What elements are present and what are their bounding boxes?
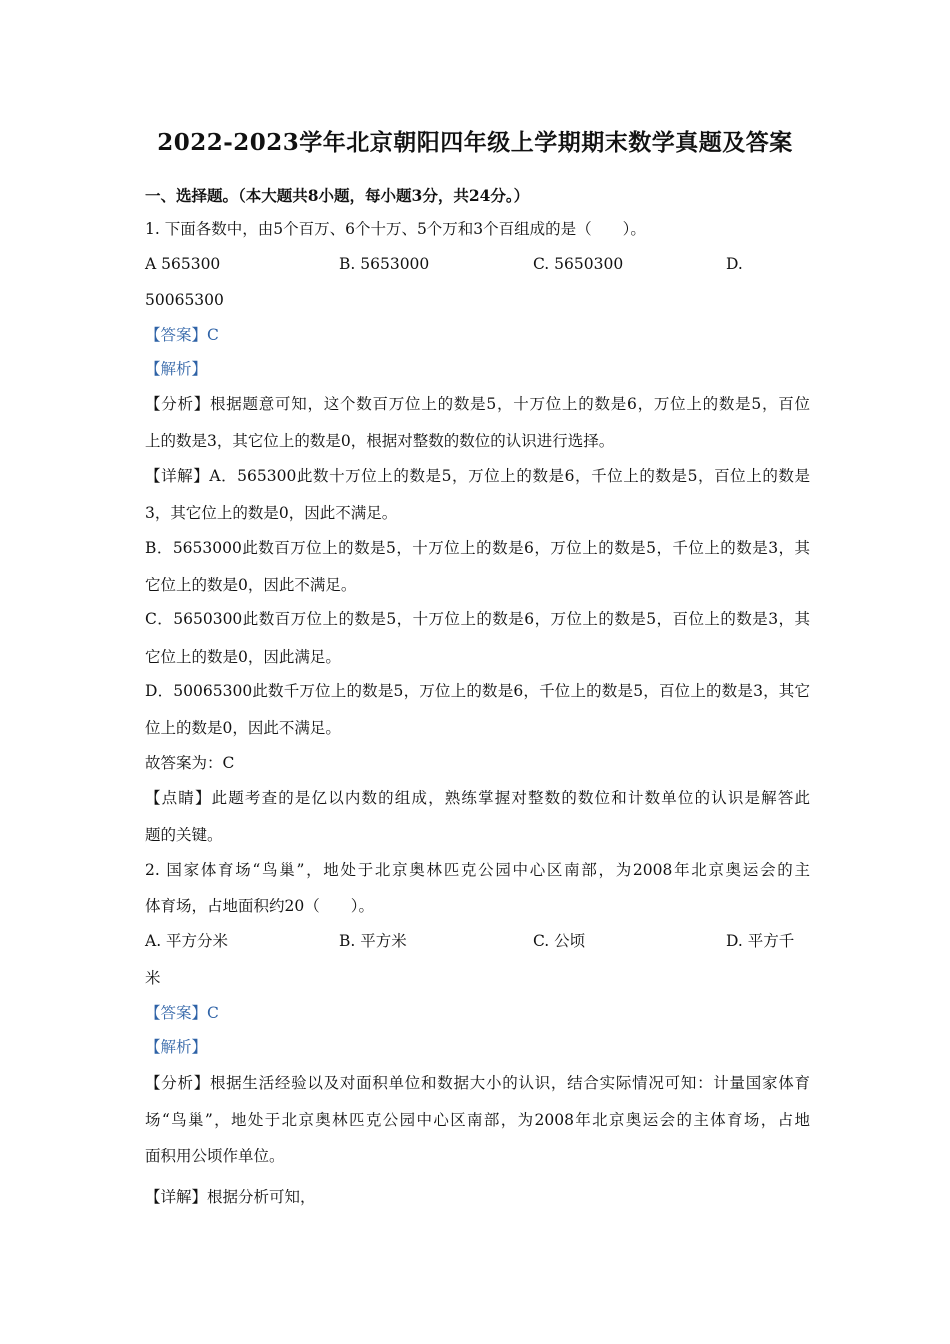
q1-detail-line-4: 它位上的数是0，因此不满足。	[145, 576, 357, 594]
q1-detail-line-7: D．50065300此数千万位上的数是5，万位上的数是6，千位上的数是5，百位上的数是3，其它	[145, 682, 810, 700]
q2-analysis-line-2: 场“鸟巢”，地处于北京奥林匹克公园中心区南部，为2008年北京奥运会的主体育场，占地	[145, 1111, 810, 1129]
q1-detail-line-6: 它位上的数是0，因此满足。	[145, 648, 341, 666]
section-heading: 一、选择题。（本大题共8小题，每小题3分，共24分。）	[145, 186, 530, 205]
q2-detail: 【详解】根据分析可知，	[145, 1188, 316, 1206]
q2-analysis-line-3: 面积用公顷作单位。	[145, 1147, 285, 1165]
q2-option-b: B. 平方米	[339, 932, 407, 950]
q2-option-c: C. 公顷	[533, 932, 586, 950]
q2-option-d: D. 平方千	[726, 932, 795, 950]
q1-detail-line-5: C．5650300此数百万位上的数是5，十万位上的数是6，万位上的数是5，百位上的数是3，其	[145, 610, 810, 628]
q1-detail-line-8: 位上的数是0，因此不满足。	[145, 719, 341, 737]
q2-analysis-line-1: 【分析】根据生活经验以及对面积单位和数据大小的认识，结合实际情况可知：计量国家体育	[145, 1074, 810, 1092]
q2-jiexi-label: 【解析】	[145, 1038, 208, 1056]
q1-conclusion: 故答案为：C	[145, 754, 235, 772]
q1-detail-line-3: B．5653000此数百万位上的数是5，十万位上的数是6，万位上的数是5，千位上的数是3，其	[145, 539, 810, 557]
q1-jiexi-label: 【解析】	[145, 360, 208, 378]
q2-answer: 【答案】C	[145, 1004, 219, 1022]
q1-dianjing-line-1: 【点睛】此题考查的是亿以内数的组成，熟练掌握对整数的数位和计数单位的认识是解答此	[145, 789, 810, 807]
q1-analysis-line-1: 【分析】根据题意可知，这个数百万位上的数是5，十万位上的数是6，万位上的数是5，百位	[145, 395, 810, 413]
q2-option-a: A. 平方分米	[145, 932, 229, 950]
q1-dianjing-line-2: 题的关键。	[145, 826, 223, 844]
q1-option-c: C. 5650300	[533, 255, 624, 273]
q1-option-b: B. 5653000	[339, 255, 430, 273]
q1-analysis-line-2: 上的数是3，其它位上的数是0，根据对整数的数位的认识进行选择。	[145, 432, 615, 450]
q1-question: 1. 下面各数中，由5个百万、6个十万、5个万和3个百组成的是（ ）。	[145, 220, 646, 238]
document-title: 2022-2023学年北京朝阳四年级上学期期末数学真题及答案	[157, 129, 793, 156]
q1-detail-line-2: 3，其它位上的数是0，因此不满足。	[145, 504, 398, 522]
q1-option-d: D.	[726, 255, 743, 273]
q1-option-a: A 565300	[145, 255, 221, 273]
q2-question-line-2: 体育场，占地面积约20（ ）。	[145, 897, 374, 915]
q1-answer: 【答案】C	[145, 326, 219, 344]
q1-option-d-cont: 50065300	[145, 291, 224, 309]
q1-detail-line-1: 【详解】A．565300此数十万位上的数是5，万位上的数是6，千位上的数是5，百位上的数是	[145, 467, 810, 485]
q2-option-d-cont: 米	[145, 969, 161, 987]
q2-question-line-1: 2. 国家体育场“鸟巢”，地处于北京奥林匹克公园中心区南部，为2008年北京奥运会的主	[145, 861, 810, 879]
